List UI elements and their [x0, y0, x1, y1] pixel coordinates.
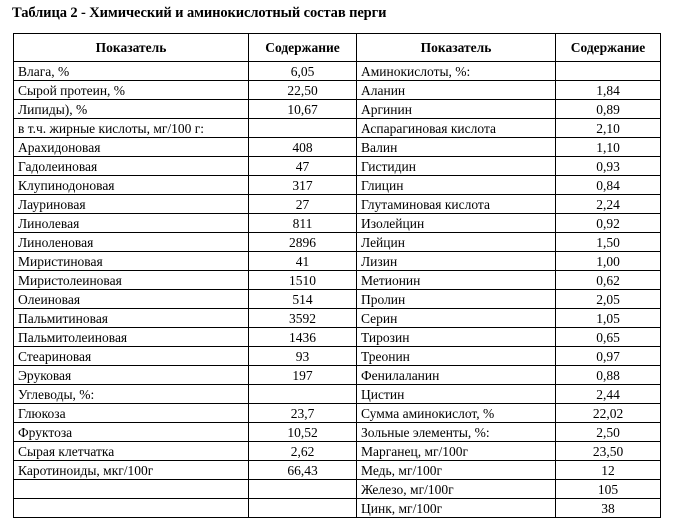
indicator-cell: Валин: [357, 138, 556, 157]
value-cell: 2,10: [556, 119, 661, 138]
table-row: [14, 366, 661, 385]
value-cell: 1,84: [556, 81, 661, 100]
indicator-cell: Лауриновая: [14, 195, 249, 214]
table-row: [14, 100, 661, 119]
value-cell: 1,05: [556, 309, 661, 328]
header-indicator-left: Показатель: [14, 34, 249, 62]
table-row: [14, 81, 661, 100]
value-cell: 0,88: [556, 366, 661, 385]
value-cell: 1,50: [556, 233, 661, 252]
value-cell: 197: [249, 366, 357, 385]
indicator-cell: Пальмитиновая: [14, 309, 249, 328]
indicator-cell: [14, 480, 249, 499]
value-cell: 2,24: [556, 195, 661, 214]
table-row: [14, 290, 661, 309]
value-cell: 1,00: [556, 252, 661, 271]
indicator-cell: Сырая клетчатка: [14, 442, 249, 461]
value-cell: [249, 385, 357, 404]
table-row: [14, 62, 661, 81]
value-cell: 93: [249, 347, 357, 366]
indicator-cell: Стеариновая: [14, 347, 249, 366]
indicator-cell: Аланин: [357, 81, 556, 100]
indicator-cell: Сумма аминокислот, %: [357, 404, 556, 423]
value-cell: 22,02: [556, 404, 661, 423]
indicator-cell: Медь, мг/100г: [357, 461, 556, 480]
value-cell: 2,50: [556, 423, 661, 442]
value-cell: 23,50: [556, 442, 661, 461]
indicator-cell: Линоленовая: [14, 233, 249, 252]
indicator-cell: Липиды), %: [14, 100, 249, 119]
value-cell: 22,50: [249, 81, 357, 100]
table-row: [14, 480, 661, 499]
indicator-cell: Марганец, мг/100г: [357, 442, 556, 461]
value-cell: 2,44: [556, 385, 661, 404]
indicator-cell: Метионин: [357, 271, 556, 290]
value-cell: 0,93: [556, 157, 661, 176]
value-cell: 66,43: [249, 461, 357, 480]
value-cell: 408: [249, 138, 357, 157]
indicator-cell: Влага, %: [14, 62, 249, 81]
indicator-cell: Глюкоза: [14, 404, 249, 423]
table-row: [14, 214, 661, 233]
value-cell: 2,05: [556, 290, 661, 309]
table-row: [14, 233, 661, 252]
value-cell: 2,62: [249, 442, 357, 461]
value-cell: 0,62: [556, 271, 661, 290]
table-row: [14, 499, 661, 518]
value-cell: [556, 62, 661, 81]
indicator-cell: Олеиновая: [14, 290, 249, 309]
indicator-cell: Треонин: [357, 347, 556, 366]
indicator-cell: Железо, мг/100г: [357, 480, 556, 499]
indicator-cell: Цинк, мг/100г: [357, 499, 556, 518]
value-cell: 12: [556, 461, 661, 480]
table-header-row: [14, 34, 661, 62]
value-cell: 1436: [249, 328, 357, 347]
value-cell: 27: [249, 195, 357, 214]
table-row: [14, 423, 661, 442]
table-row: [14, 138, 661, 157]
indicator-cell: Гадолеиновая: [14, 157, 249, 176]
value-cell: 47: [249, 157, 357, 176]
table-row: [14, 309, 661, 328]
indicator-cell: Изолейцин: [357, 214, 556, 233]
value-cell: 0,92: [556, 214, 661, 233]
table-row: [14, 385, 661, 404]
value-cell: 0,97: [556, 347, 661, 366]
value-cell: 811: [249, 214, 357, 233]
value-cell: [249, 480, 357, 499]
indicator-cell: Сырой протеин, %: [14, 81, 249, 100]
indicator-cell: Цистин: [357, 385, 556, 404]
table-row: [14, 442, 661, 461]
indicator-cell: Миристолеиновая: [14, 271, 249, 290]
header-content-right: Содержание: [556, 34, 661, 62]
table-row: [14, 461, 661, 480]
table-row: [14, 252, 661, 271]
value-cell: 41: [249, 252, 357, 271]
value-cell: 1,10: [556, 138, 661, 157]
value-cell: 3592: [249, 309, 357, 328]
indicator-cell: Глицин: [357, 176, 556, 195]
table-row: [14, 404, 661, 423]
indicator-cell: Тирозин: [357, 328, 556, 347]
value-cell: [249, 119, 357, 138]
indicator-cell: в т.ч. жирные кислоты, мг/100 г:: [14, 119, 249, 138]
value-cell: 10,52: [249, 423, 357, 442]
indicator-cell: Аминокислоты, %:: [357, 62, 556, 81]
indicator-cell: Лейцин: [357, 233, 556, 252]
value-cell: 0,84: [556, 176, 661, 195]
value-cell: 0,65: [556, 328, 661, 347]
value-cell: 105: [556, 480, 661, 499]
value-cell: 38: [556, 499, 661, 518]
indicator-cell: Миристиновая: [14, 252, 249, 271]
indicator-cell: Клупинодоновая: [14, 176, 249, 195]
indicator-cell: Лизин: [357, 252, 556, 271]
composition-table: [13, 33, 661, 518]
table-row: [14, 271, 661, 290]
value-cell: 10,67: [249, 100, 357, 119]
indicator-cell: Эруковая: [14, 366, 249, 385]
value-cell: 23,7: [249, 404, 357, 423]
indicator-cell: Арахидоновая: [14, 138, 249, 157]
indicator-cell: Гистидин: [357, 157, 556, 176]
indicator-cell: Каротиноиды, мкг/100г: [14, 461, 249, 480]
value-cell: 514: [249, 290, 357, 309]
indicator-cell: Углеводы, %:: [14, 385, 249, 404]
indicator-cell: Зольные элементы, %:: [357, 423, 556, 442]
indicator-cell: Аспарагиновая кислота: [357, 119, 556, 138]
value-cell: 317: [249, 176, 357, 195]
indicator-cell: [14, 499, 249, 518]
indicator-cell: Фенилаланин: [357, 366, 556, 385]
indicator-cell: Пальмитолеиновая: [14, 328, 249, 347]
value-cell: 2896: [249, 233, 357, 252]
table-row: [14, 347, 661, 366]
table-row: [14, 119, 661, 138]
value-cell: 1510: [249, 271, 357, 290]
header-content-left: Содержание: [249, 34, 357, 62]
table-row: [14, 157, 661, 176]
indicator-cell: Пролин: [357, 290, 556, 309]
value-cell: 6,05: [249, 62, 357, 81]
indicator-cell: Линолевая: [14, 214, 249, 233]
header-indicator-right: Показатель: [357, 34, 556, 62]
table-row: [14, 328, 661, 347]
table-row: [14, 176, 661, 195]
value-cell: [249, 499, 357, 518]
indicator-cell: Глутаминовая кислота: [357, 195, 556, 214]
indicator-cell: Серин: [357, 309, 556, 328]
indicator-cell: Фруктоза: [14, 423, 249, 442]
table-title: Таблица 2 - Химический и аминокислотный состав перги: [12, 5, 387, 21]
indicator-cell: Аргинин: [357, 100, 556, 119]
value-cell: 0,89: [556, 100, 661, 119]
table-row: [14, 195, 661, 214]
